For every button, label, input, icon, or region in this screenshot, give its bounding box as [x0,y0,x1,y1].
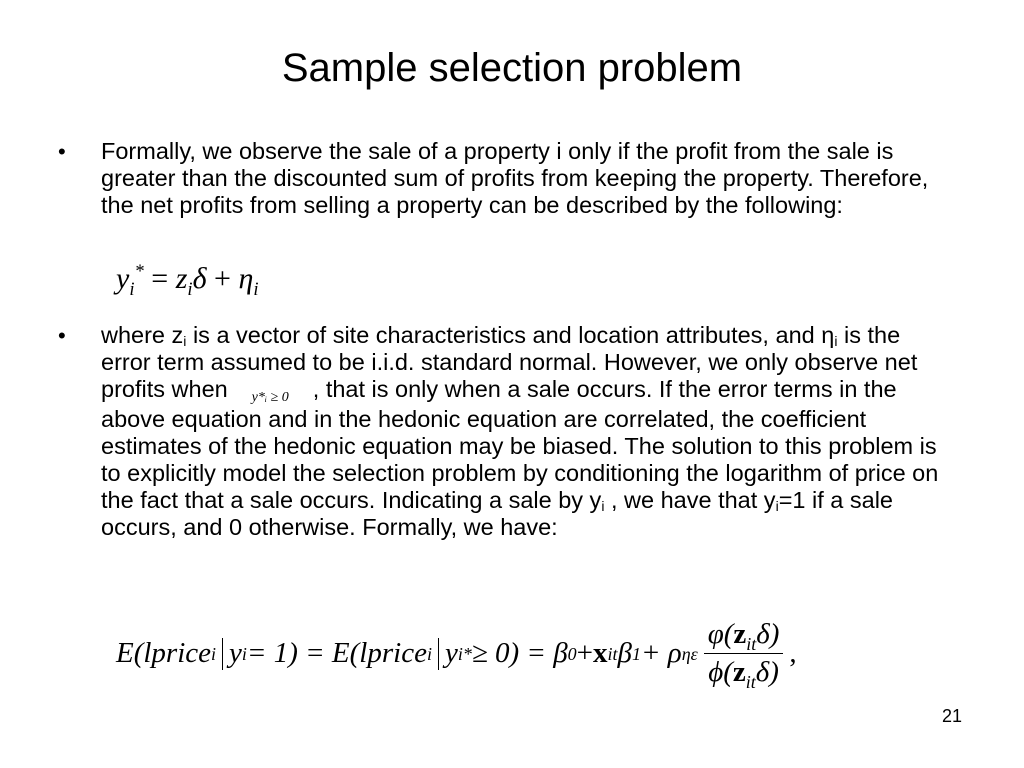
bullet-2-marker: • [58,323,66,348]
bullet-1-marker: • [58,139,66,164]
page-number: 21 [941,706,962,726]
inline-condition: y*ᵢ ≥ 0 [251,390,289,405]
slide-title: Sample selection problem [281,46,743,90]
bullet-2-text: where $z_i$ is a vector of site characteristics and location attributes, and $\eta_i$ is the error term assumed to be i.i.d. standard normal. However, we only observe net profits when y*ᵢ ≥ 0 , that is only when a sale occurs. If the error terms in the above equation and in the hedonic equation are correlated, the coefficient estimates of the hedonic equation may be biased. The solution to this problem is to explicitly model the selection problem by conditioning the logarithm of price on the fact that a sale occurs. Indicating a sale by $y_i$ , we have that $y_i=1$ if a sale occurs, and 0 otherwise. Formally, we have: [101,322,939,540]
selection-equation: E(lprice i y i = 1) = E(lprice i y i * ≥ 0) = β 0 + x it β 1 + ρ ηε $\frac{\varphi(z_{it}\delta)}{\phi(z_{it}\delta)}$ , [116,618,797,692]
mills-ratio-fraction: $\frac{\varphi(z_{it}\delta)}{\phi(z_{it}\delta)}$ [704,618,784,689]
bullet-1-text: Formally, we observe the sale of a property i only if the profit from the sale is greater than the discounted sum of profits from keeping the property. Therefore, the net profits from selling a property can be described by the following: [101,138,929,218]
profit-equation: $y_i^* = z_i\delta + \eta_i$ [116,261,259,300]
